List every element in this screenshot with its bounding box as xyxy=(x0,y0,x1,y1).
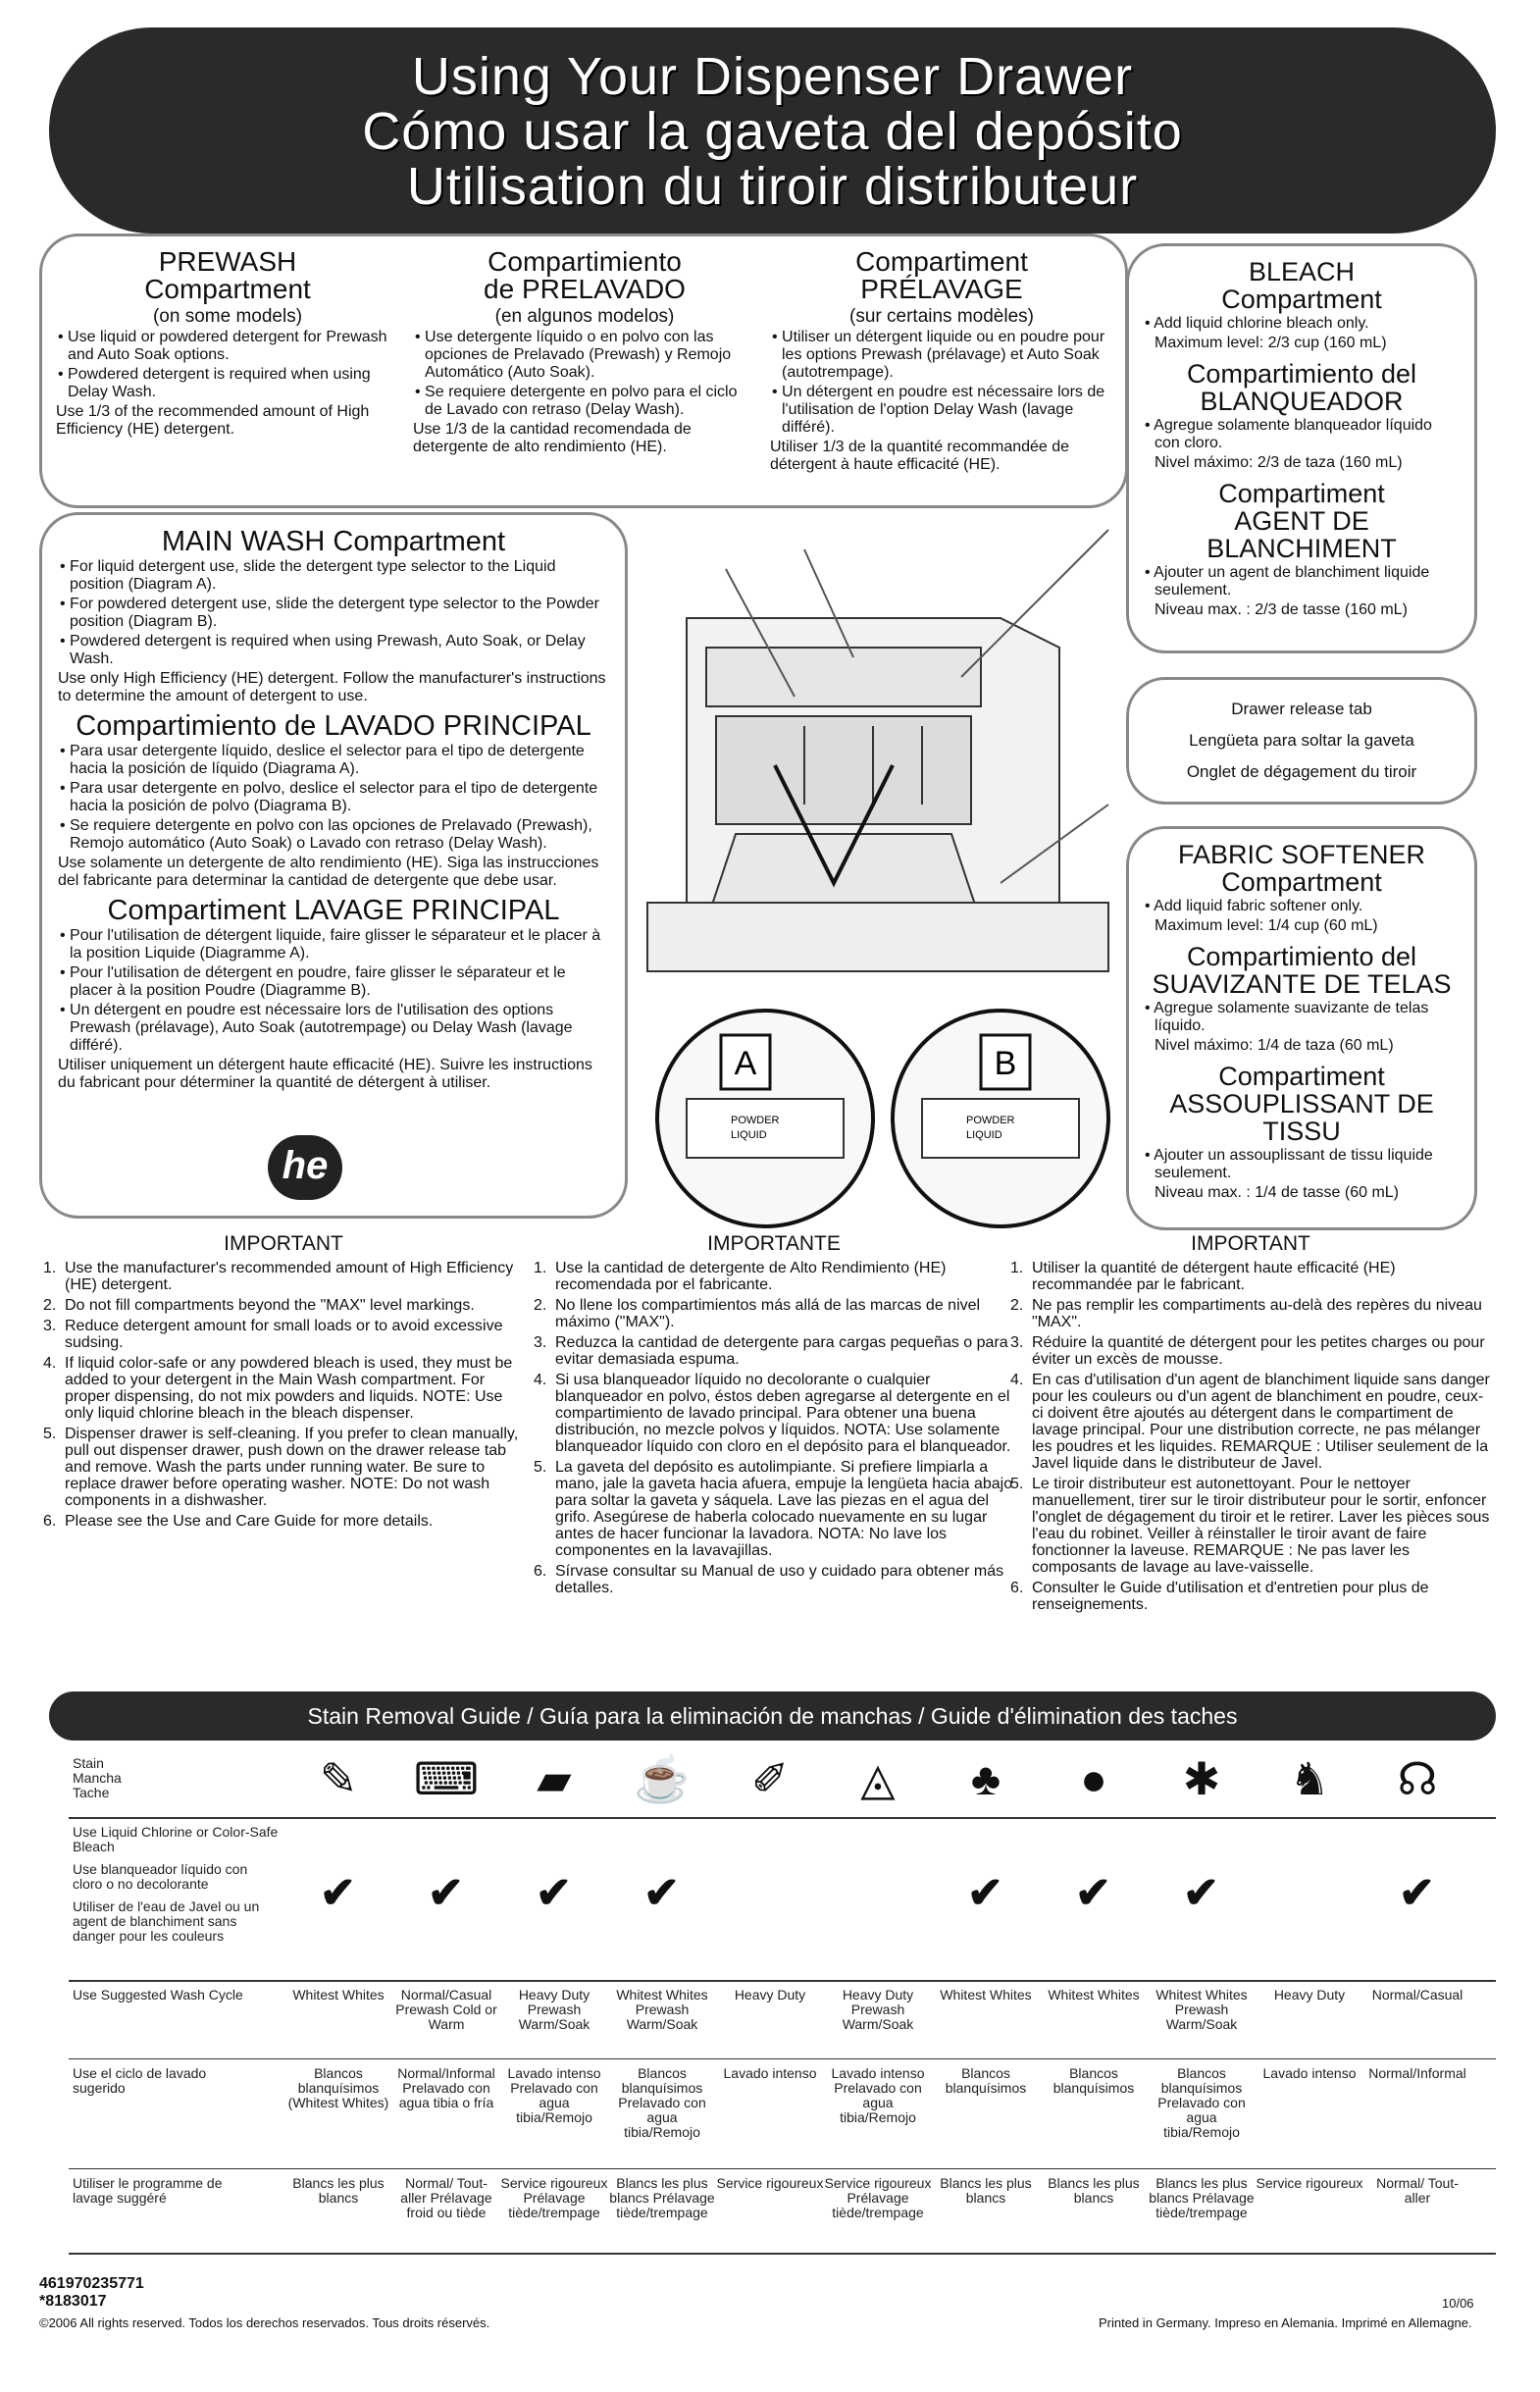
mainwash-en-note: Use only High Efficiency (HE) detergent. Follow the manufacturer's instructions to determine the amount of detergent to use. xyxy=(58,670,606,704)
dispenser-illustration xyxy=(628,510,1128,1236)
cycle-cell: Heavy Duty Prewash Warm/Soak xyxy=(842,1987,914,2032)
cycle-cell: Blancs les plus blancs Prélavage tiède/trempage xyxy=(609,2175,715,2220)
bleach-en-head2: Compartment xyxy=(1221,285,1382,314)
coffee-icon: ☕ xyxy=(634,1753,691,1804)
cycle-cell: Blancs les plus blancs xyxy=(1048,2175,1140,2206)
cycle-cell: Blancs les plus blancs xyxy=(292,2175,385,2206)
important-fr-item: 3. Réduire la quantité de détergent pour les petites charges ou pour éviter un excès de mousse. xyxy=(1010,1334,1485,1368)
he-logo: he xyxy=(268,1135,342,1200)
bleach-check-icon: ✔ xyxy=(1399,1869,1435,1917)
mainwash-fr-bullet: • Pour l'utilisation de détergent en poudre, faire glisser le séparateur et le placer à la position Poudre (Diagramme B). xyxy=(60,964,566,999)
cycle-cell: Normal/ Tout-aller xyxy=(1376,2175,1459,2206)
bleach-check-icon: ✔ xyxy=(428,1869,464,1917)
bleach-check-icon: ✔ xyxy=(536,1869,572,1917)
mainwash-fr-note: Utiliser uniquement un détergent haute efficacité (HE). Suivre les instructions du fabricant pour déterminer la quantité de détergent à utiliser. xyxy=(58,1057,592,1091)
important-fr-item: 6. Consulter le Guide d'utilisation et d'entretien pour plus de renseignements. xyxy=(1010,1580,1429,1613)
bleach-box xyxy=(1126,243,1477,653)
bleach-es-max: Nivel máximo: 2/3 de taza (160 mL) xyxy=(1155,454,1403,471)
prewash-fr xyxy=(770,248,1113,476)
diagram-b-label: B xyxy=(994,1045,1017,1082)
important-en-title: IMPORTANT xyxy=(224,1232,343,1255)
fabric-es-head2: SUAVIZANTE DE TELAS xyxy=(1152,969,1452,999)
title-es: Cómo usar la gaveta del depósito xyxy=(362,102,1183,161)
fabric-fr-bullet: • Ajouter un assouplissant de tissu liquide seulement. xyxy=(1145,1147,1433,1181)
fabric-en-max: Maximum level: 1/4 cup (60 mL) xyxy=(1155,917,1378,934)
cycle-cell: Normal/Casual xyxy=(1371,1987,1463,2002)
fabric-fr-head1: Compartiment xyxy=(1218,1062,1385,1091)
collar-icon: ☊ xyxy=(1397,1753,1438,1804)
cycle-cell: Heavy Duty xyxy=(1273,1987,1346,2002)
bleach-en-bullet: • Add liquid chlorine bleach only. xyxy=(1145,315,1369,332)
bleach-es-head1: Compartimiento del xyxy=(1186,359,1417,389)
important-en-item: 6. Please see the Use and Care Guide for more details. xyxy=(43,1513,434,1530)
prewash-fr-head1: Compartiment xyxy=(855,246,1028,277)
stain-label: Stain Mancha Tache xyxy=(73,1755,122,1800)
important-en-item: 1. Use the manufacturer's recommended amount of High Efficiency (HE) detergent. xyxy=(43,1260,514,1293)
cycle-cell: Blancos blanquísimos xyxy=(1052,2065,1135,2096)
cycle-es-label: Use el ciclo de lavado sugerido xyxy=(73,2065,207,2096)
prewash-en-sub: (on some models) xyxy=(152,306,303,327)
bleach-check-icon: ✔ xyxy=(1075,1869,1111,1917)
bleach-en-max: Maximum level: 2/3 cup (160 mL) xyxy=(1155,335,1387,351)
important-en-item: 2. Do not fill compartments beyond the "MAX" level markings. xyxy=(43,1297,475,1314)
bleach-fr-bullet: • Ajouter un agent de blanchiment liquide seulement. xyxy=(1145,564,1430,598)
cycle-cell: Blancos blanquísimos Prelavado con agua tibia/Remojo xyxy=(618,2065,706,2140)
important-es-item: 1. Use la cantidad de detergente de Alto Rendimiento (HE) recomendada por el fabricante. xyxy=(534,1260,947,1293)
cycle-cell: Blancos blanquísimos xyxy=(945,2065,1027,2096)
release-es: Lengüeta para soltar la gaveta xyxy=(1189,731,1414,750)
prewash-fr-head2: PRÉLAVAGE xyxy=(860,274,1023,304)
part-number: 461970235771 xyxy=(39,2275,144,2292)
cycle-cell: Heavy Duty xyxy=(734,1987,806,2002)
mainwash-en-bullet: • For powdered detergent use, slide the detergent type selector to the Powder position (Diagram B). xyxy=(60,596,599,630)
cycle-cell: Whitest Whites Prewash Warm/Soak xyxy=(1155,1987,1248,2032)
cycle-cell: Lavado intenso xyxy=(723,2065,817,2081)
bleach-check-icon: ✔ xyxy=(643,1869,680,1917)
prewash-fr-bullet: • Utiliser un détergent liquide ou en poudre pour les options Prewash (prélavage) et Auto Soak (autotrempage). xyxy=(772,329,1105,381)
fabric-es-bullet: • Agregue solamente suavizante de telas líquido. xyxy=(1145,1000,1429,1034)
prewash-fr-bullet: • Un détergent en poudre est nécessaire lors de l'utilisation de l'option Delay Wash (lavage différé). xyxy=(772,384,1105,436)
shirt-collar-icon: ♞ xyxy=(1289,1753,1330,1804)
fabric-en-head2: Compartment xyxy=(1221,867,1382,897)
fabric-fr-head2: ASSOUPLISSANT DE xyxy=(1169,1089,1434,1118)
mainwash-fr-head: Compartiment LAVAGE PRINCIPAL xyxy=(107,895,560,926)
prewash-es-bullet: • Use detergente líquido o en polvo con las opciones de Prelavado (Prewash) y Remojo Automático (Auto Soak). xyxy=(415,329,732,381)
cycle-cell: Lavado intenso Prelavado con agua tibia/Remojo xyxy=(507,2065,601,2125)
tomato-icon: ● xyxy=(1080,1753,1107,1804)
prewash-en-bullet: • Use liquid or powdered detergent for Prewash and Auto Soak options. xyxy=(58,329,387,363)
prewash-box xyxy=(39,234,1128,508)
cycle-en-label: Use Suggested Wash Cycle xyxy=(73,1987,243,2002)
mainwash-es-note: Use solamente un detergente de alto rendimiento (HE). Siga las instrucciones del fabricante para determinar la cantidad de detergente que debe usar. xyxy=(58,855,599,889)
copyright: ©2006 All rights reserved. Todos los derechos reservados. Tous droits réservés. xyxy=(39,2315,490,2330)
divider xyxy=(69,2058,1496,2059)
bleach-fr-head3: BLANCHIMENT xyxy=(1206,534,1397,563)
cycle-cell: Service rigoureux Prélavage tiède/trempage xyxy=(824,2175,932,2220)
mainwash-en-bullet: • For liquid detergent use, slide the detergent type selector to the Liquid position (Diagram A). xyxy=(60,558,556,593)
mainwash-es-bullet: • Para usar detergente en polvo, deslice el selector para el tipo de detergente hacia la posición de polvo (Diagrama B). xyxy=(60,780,598,814)
cycle-cell: Service rigoureux Prélavage tiède/trempage xyxy=(500,2175,608,2220)
important-es-item: 5. La gaveta del depósito es autolimpiante. Si prefiere limpiarla a mano, jale la gaveta hacia afuera, empuje la lengüeta hacia abajo para soltar la gaveta y sáquela. Lave las piezas en el agua del grifo. Asegúrese de haberla colocado nuevamente en su lugar antes de hacer funcionar la lavadora. NOTA: No lave los componentes en la lavavajillas. xyxy=(534,1459,1013,1559)
cycle-cell: Whitest Whites xyxy=(940,1987,1032,2002)
important-en-item: 4. If liquid color-safe or any powdered bleach is used, they must be added to your detergent in the Main Wash compartment. For proper dispensing, do not mix powders and liquids. NOTE: Use only liquid chlorine bleach in the bleach dispenser. xyxy=(43,1355,513,1422)
important-en-item: 5. Dispenser drawer is self-cleaning. If you prefer to clean manually, pull out dispenser drawer, push down on the drawer release tab and remove. Wash the parts under running water. Be sure to replace drawer before operating washer. NOTE: Do not wash components in a dishwasher. xyxy=(43,1426,519,1509)
important-es-item: 6. Sírvase consultar su Manual de uso y cuidado para obtener más detalles. xyxy=(534,1563,1004,1596)
fabric-box xyxy=(1126,826,1477,1230)
cycle-cell: Service rigoureux xyxy=(1256,2175,1363,2191)
bleach-es-head2: BLANQUEADOR xyxy=(1200,387,1404,416)
prewash-en-head2: Compartment xyxy=(144,274,311,304)
prewash-es-bullet: • Se requiere detergente en polvo para el ciclo de Lavado con retraso (Delay Wash). xyxy=(415,384,738,418)
cycle-cell: Blancos blanquísimos (Whitest Whites) xyxy=(287,2065,389,2110)
important-fr-item: 4. En cas d'utilisation d'un agent de blanchiment liquide sans danger pour les couleurs ou d'un agent de blanchiment en poudre, ceux-ci doivent être ajoutés au détergent dans le compartiment de lavage principal. Pour une distribution correcte, ne pas mélanger les poudres et les liquides. REMARQUE : Utiliser seulement de la Javel liquide dans le distributeur de Javel. xyxy=(1010,1372,1490,1472)
diagram-b-powder: POWDER xyxy=(966,1115,1015,1126)
mainwash-fr-bullet: • Pour l'utilisation de détergent liquide, faire glisser le séparateur et le placer à la position Liquide (Diagramme A). xyxy=(60,927,601,962)
fabric-es-max: Nivel máximo: 1/4 de taza (60 mL) xyxy=(1155,1037,1394,1054)
cycle-cell: Blancs les plus blancs xyxy=(940,2175,1032,2206)
cycle-cell: Heavy Duty Prewash Warm/Soak xyxy=(518,1987,590,2032)
bleach-check-icon: ✔ xyxy=(967,1869,1003,1917)
important-es-item: 4. Si usa blanqueador líquido no decolorante o cualquier blanqueador en polvo, éstos deben agregarse al detergente en el compartimiento de lavado principal. Para obtener una buena distribución, no mezcle polvos y líquidos. NOTA: Use solamente blanqueador líquido con cloro en el depósito para el blanqueador. xyxy=(534,1372,1011,1455)
important-fr-item: 1. Utiliser la quantité de détergent haute efficacité (HE) recommandée par le fabricant. xyxy=(1010,1260,1396,1293)
print-date: 10/06 xyxy=(1442,2296,1474,2311)
important-fr-item: 2. Ne pas remplir les compartiments au-delà des repères du niveau "MAX". xyxy=(1010,1297,1482,1330)
important-fr-item: 5. Le tiroir distributeur est autonettoyant. Pour le nettoyer manuellement, tirer sur le tiroir distributeur pour le sortir, enfoncer l'onglet de dégagement du tiroir et le retirer. Laver les pièces sous l'eau du robinet. Veiller à réinstaller le tiroir avant de faire fonctionner la laveuse. REMARQUE : Ne pas laver les composants de lavage au lave-vaisselle. xyxy=(1010,1476,1490,1576)
diagram-a-powder: POWDER xyxy=(731,1115,780,1126)
fabric-en-head1: FABRIC SOFTENER xyxy=(1177,840,1426,869)
mainwash-es-bullet: • Para usar detergente líquido, deslice el selector para el tipo de detergente hacia la posición de líquido (Diagrama A). xyxy=(60,743,585,777)
prewash-es-note: Use 1/3 de la cantidad recomendada de detergente de alto rendimiento (HE). xyxy=(413,421,692,455)
mainwash-es-bullet: • Se requiere detergente en polvo con las opciones de Prelavado (Prewash), Remojo automático (Auto Soak) o Lavado con retraso (Delay Wash). xyxy=(60,817,592,852)
lipstick-icon: ✐ xyxy=(750,1753,790,1804)
title-fr: Utilisation du tiroir distributeur xyxy=(406,157,1139,216)
fabric-es-head1: Compartimiento del xyxy=(1186,942,1417,971)
important-fr xyxy=(1010,1232,1491,1617)
cycle-cell: Blancs les plus blancs Prélavage tiède/trempage xyxy=(1149,2175,1255,2220)
bleach-row-label: Use Liquid Chlorine or Color-Safe Bleach Use blanqueador líquido con cloro o no decolorante Utiliser de l'eau de Javel ou un agent de blanchiment sans danger pour les couleurs xyxy=(73,1824,279,1944)
prewash-es xyxy=(413,248,756,458)
cycle-cell: Whitest Whites xyxy=(292,1987,385,2002)
cycle-cell: Normal/ Tout-aller Prélavage froid ou tiède xyxy=(400,2175,492,2220)
divider xyxy=(69,2253,1496,2255)
cycle-cell: Normal/Informal Prelavado con agua tibia o fría xyxy=(397,2065,495,2110)
prewash-en-head1: PREWASH xyxy=(158,246,297,277)
important-es-item: 3. Reduzca la cantidad de detergente para cargas pequeñas o para evitar demasiada espuma. xyxy=(534,1334,1008,1368)
title-banner xyxy=(49,27,1496,234)
divider xyxy=(69,2168,1496,2169)
important-en-item: 3. Reduce detergent amount for small loads or to avoid excessive sudsing. xyxy=(43,1318,503,1351)
cycle-cell: Whitest Whites xyxy=(1048,1987,1140,2002)
mainwash-en-bullet: • Powdered detergent is required when using Prewash, Auto Soak, or Delay Wash. xyxy=(60,633,586,667)
prewash-fr-sub: (sur certains modèles) xyxy=(849,306,1034,327)
cycle-cell: Normal/Informal xyxy=(1368,2065,1466,2081)
release-box xyxy=(1126,677,1477,805)
printed-in: Printed in Germany. Impreso en Alemania. Imprimé en Allemagne. xyxy=(1099,2315,1472,2330)
prewash-en xyxy=(56,248,399,441)
important-fr-title: IMPORTANT xyxy=(1191,1232,1310,1255)
prewash-en-bullet: • Powdered detergent is required when using Delay Wash. xyxy=(58,366,371,400)
release-fr: Onglet de dégagement du tiroir xyxy=(1186,762,1417,781)
prewash-es-sub: (en algunos modelos) xyxy=(494,306,675,327)
important-es xyxy=(534,1232,1014,1600)
cycle-cell: Normal/Casual Prewash Cold or Warm xyxy=(395,1987,497,2032)
important-en xyxy=(43,1232,524,1534)
fabric-fr-max: Niveau max. : 1/4 de tasse (60 mL) xyxy=(1155,1184,1399,1201)
bleach-fr-head1: Compartiment xyxy=(1218,479,1385,508)
important-es-item: 2. No llene los compartimientos más allá de las marcas de nivel máximo ("MAX"). xyxy=(534,1297,981,1330)
prewash-es-head2: de PRELAVADO xyxy=(484,274,686,304)
important-es-title: IMPORTANTE xyxy=(707,1232,841,1255)
prewash-en-note: Use 1/3 of the recommended amount of High Efficiency (HE) detergent. xyxy=(56,403,370,438)
diagram-a-label: A xyxy=(734,1045,757,1082)
cycle-cell: Lavado intenso xyxy=(1262,2065,1357,2081)
cycle-cell: Lavado intenso Prelavado con agua tibia/Remojo xyxy=(831,2065,925,2125)
bleach-check-icon: ✔ xyxy=(320,1869,356,1917)
keyboard-icon: ⌨ xyxy=(413,1753,480,1804)
fabric-en-bullet: • Add liquid fabric softener only. xyxy=(1145,898,1363,914)
pen-icon: ✎ xyxy=(319,1753,358,1804)
cycle-cell: Blancos blanquísimos Prelavado con agua tibia/Remojo xyxy=(1157,2065,1246,2140)
stain-banner: Stain Removal Guide / Guía para la eliminación de manchas / Guide d'élimination des taches xyxy=(49,1691,1496,1741)
bleach-fr-head2: AGENT DE xyxy=(1234,506,1369,536)
release-en: Drawer release tab xyxy=(1231,700,1372,718)
cycle-fr-label: Utiliser le programme de lavage suggéré xyxy=(73,2175,223,2206)
part-number-2: *8183017 xyxy=(39,2293,107,2310)
title-en: Using Your Dispenser Drawer xyxy=(411,47,1134,106)
grass-blades-icon: ♣ xyxy=(970,1753,1001,1804)
prewash-fr-note: Utiliser 1/3 de la quantité recommandée de détergent à haute efficacité (HE). xyxy=(770,439,1070,473)
bleach-en-head1: BLEACH xyxy=(1248,257,1356,286)
mainwash-es-head: Compartimiento de LAVADO PRINCIPAL xyxy=(76,710,591,742)
divider xyxy=(69,1817,1496,1819)
food-icon: ✱ xyxy=(1182,1753,1221,1804)
cycle-cell: Service rigoureux xyxy=(716,2175,824,2191)
grass-icon: ▰ xyxy=(537,1753,572,1804)
bleach-check-icon: ✔ xyxy=(1183,1869,1219,1917)
diagram-b-liquid: LIQUID xyxy=(966,1129,1002,1141)
prewash-es-head1: Compartimiento xyxy=(488,246,682,277)
fabric-fr-head3: TISSU xyxy=(1262,1117,1341,1146)
paint-icon: ◬ xyxy=(860,1753,896,1804)
mainwash-en-head: MAIN WASH Compartment xyxy=(161,526,506,557)
divider xyxy=(69,1980,1496,1982)
bleach-fr-max: Niveau max. : 2/3 de tasse (160 mL) xyxy=(1155,601,1408,618)
bleach-es-bullet: • Agregue solamente blanqueador líquido con cloro. xyxy=(1145,417,1432,451)
mainwash-box xyxy=(39,512,628,1219)
mainwash-fr-bullet: • Un détergent en poudre est nécessaire lors de l'utilisation des options Prewash (prélavage), Auto Soak (autotrempage) ou Delay Wash (lavage différé). xyxy=(60,1002,573,1054)
cycle-cell: Whitest Whites Prewash Warm/Soak xyxy=(616,1987,708,2032)
diagram-a-liquid: LIQUID xyxy=(731,1129,767,1141)
